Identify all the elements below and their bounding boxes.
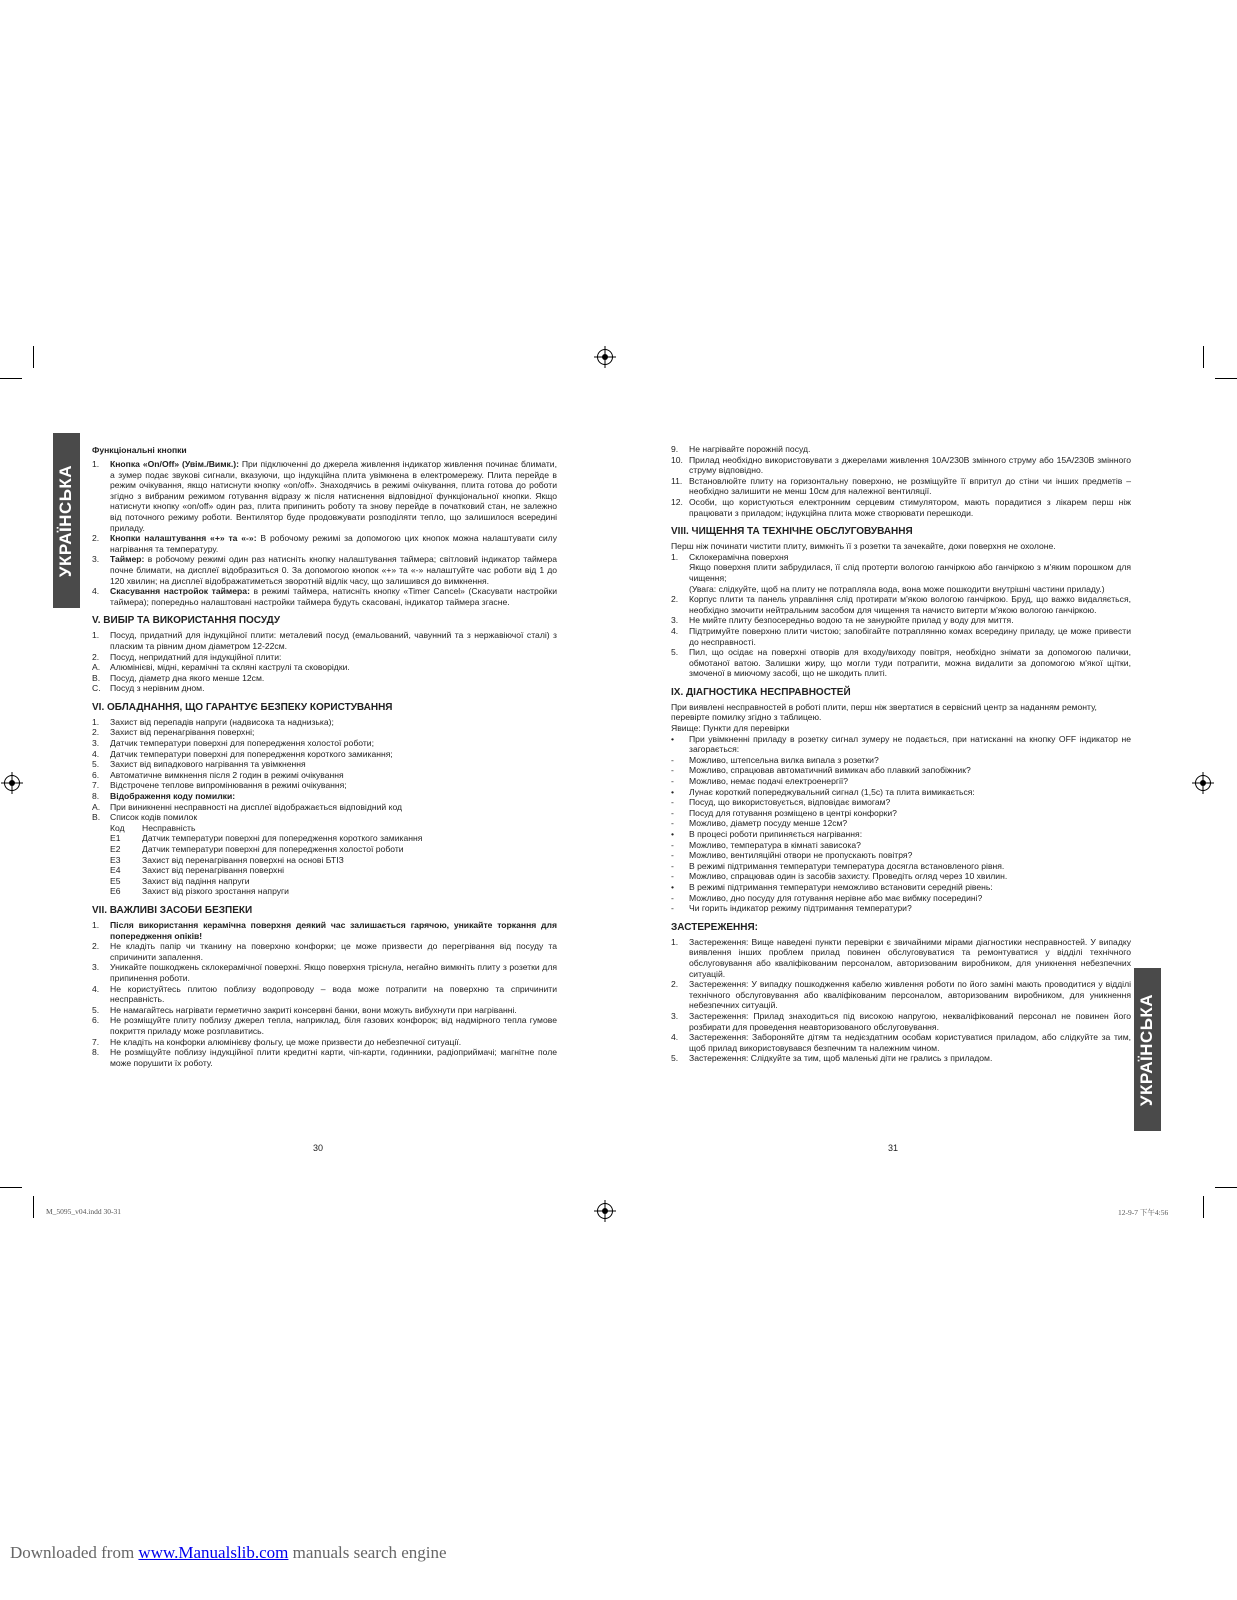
error-codes-header: Код Несправність	[110, 822, 196, 833]
list-item: 5. Захист від випадкового нагрівання та увімкнення	[92, 759, 306, 770]
list-item: 5. Застереження: Слідкуйте за тим, щоб маленькі діти не грались з приладом.	[671, 1053, 993, 1064]
error-code-row: E1 Датчик температури поверхні для попередження короткого замикання	[110, 833, 423, 844]
section-vi-list	[92, 717, 557, 791]
registration-mark-icon	[597, 349, 613, 365]
list-item: 6. Не розміщуйте плиту поблизу джерел тепла, наприклад, біля газових конфорок; від надмірного тепла гумове покриття приладу може розплавитись.	[92, 1015, 557, 1036]
list-item: 7. Не кладіть на конфорки алюмінієву фольгу, це може призвести до небезпечної ситуації.	[92, 1036, 462, 1047]
list-item: - Посуд для готування розміщено в центрі конфорки?	[671, 807, 897, 818]
list-item: B. Посуд, діаметр дна якого менше 12см.	[92, 672, 265, 683]
list-item: 3. Таймер: в робочому режимі один раз натисніть кнопку налаштування таймера; світловий індикатор таймера почне блимати, на дисплеї відобразиться 0. За допомогою кнопок «+» та «-» налаштуйте час роботи від 1 до 120 хвилин; на дисплеї відображатиметься зворотній відлік часу, що залишився до вимкнення.	[92, 554, 557, 586]
registration-mark-icon	[597, 1203, 613, 1219]
section-viii-list	[671, 594, 1131, 679]
list-item: - Можливо, спрацював один із засобів захисту. Проведіть огляд через 10 хвилин.	[671, 871, 1008, 882]
warnings-heading: ЗАСТЕРЕЖЕННЯ:	[671, 921, 758, 933]
section-ix-heading: IX. ДІАГНОСТИКА НЕСПРАВНОСТЕЙ	[671, 686, 851, 698]
date-slug: 12-9-7 下午4:56	[1118, 1208, 1169, 1217]
list-item: 5. Не намагайтесь нагрівати герметично закриті консервні банки, вони можуть вибухнути при нагріванні.	[92, 1004, 517, 1015]
section-ix-intro: перевірте помилку згідно з таблицею.	[671, 712, 822, 723]
list-item: - Чи горить індикатор режиму підтримання температури?	[671, 903, 912, 914]
warnings-list	[671, 937, 1131, 1064]
section-ix-intro: При виявлені несправностей в роботі плити, перш ніж звертатися в сервісний центр за наданням ремонту,	[671, 701, 1097, 712]
section-ix-list	[671, 734, 1131, 914]
list-item: 12. Особи, що користуються електронним серцевим стимулятором, мають порадитися з лікарем перш ніж працювати з приладом; індукційна плита може створювати перешкоди.	[671, 496, 1131, 518]
error-code-row: E2 Датчик температури поверхні для попередження холостої роботи	[110, 844, 404, 854]
list-item: - Можливо, дно посуду для готування нерівне або має вибмку посередині?	[671, 892, 983, 903]
list-item: 2. Кнопки налаштування «+» та «-»: В робочому режимі за допомогою цих кнопок можна налаштувати силу нагрівання та температуру.	[92, 533, 557, 554]
list-item: • Лунає короткий попереджувальний сигнал (1,5с) та плита вимикається:	[671, 786, 975, 797]
registration-mark-icon	[4, 775, 20, 791]
crop-mark	[1215, 378, 1237, 379]
section-vii-continued-list	[671, 444, 1131, 518]
list-item: 3. Уникайте пошкоджень склокерамічної поверхні. Якщо поверхня тріснула, негайно вимкніть плиту з розетки для припинення роботи.	[92, 962, 557, 983]
list-item: 4. Датчик температури поверхні для попередження короткого замикання;	[92, 748, 393, 759]
error-code-row: E5 Захист від падіння напруги	[110, 875, 250, 886]
section-vi-heading: VI. ОБЛАДНАННЯ, ЩО ГАРАНТУЄ БЕЗПЕКУ КОРИСТУВАННЯ	[92, 701, 393, 713]
list-item: - Можливо, вентиляційні отвори не пропускають повітря?	[671, 850, 913, 861]
section-v-list	[92, 630, 557, 694]
list-item: • При увімкненні приладу в розетку сигнал зумеру не подається, при натисканні на кнопку OFF індикатор не загорається:	[671, 733, 1131, 755]
registration-mark-icon	[1195, 775, 1211, 791]
list-item: • В процесі роботи припиняється нагрівання:	[671, 829, 863, 839]
list-item: 2. Захист від перенагрівання поверхні;	[92, 727, 255, 738]
list-item-detail: (Увага: слідкуйте, щоб на плиту не потрапляла вода, вона може пошкодити внутрішні частини приладу.)	[689, 583, 1105, 594]
crop-mark	[1203, 346, 1204, 368]
list-item: 4. Застереження: Забороняйте дітям та недієздатним особам користуватися приладом, або слідкуйте за тим, щоб прилад використовувався безпечним та належним чином.	[671, 1032, 1131, 1053]
crop-mark	[1203, 1196, 1204, 1218]
section-vii-list	[92, 941, 557, 1068]
language-tab-label: УКРАЇНСЬКА	[56, 464, 76, 577]
list-item-detail: Якщо поверхня плити забрудилася, її слід протерти вологою ганчіркою або ганчіркою з м'яким порошком для чищення;	[689, 562, 1131, 583]
list-item: 9. Не нагрівайте порожній посуд.	[671, 444, 811, 454]
list-item: A. При виникненні несправності на дисплеї відображається відповідний код	[92, 801, 403, 812]
language-tab-left	[53, 433, 80, 608]
list-item: C. Посуд з нерівним дном.	[92, 683, 205, 694]
list-item: 8. Не розміщуйте поблизу індукційної плити кредитні карти, чіп-карти, годинники, радіоприймачі; магнітне поле може порушити їх роботу.	[92, 1047, 557, 1068]
section-v-heading: V. ВИБІР ТА ВИКОРИСТАННЯ ПОСУДУ	[92, 615, 281, 627]
download-footer: Downloaded from www.Manualslib.com manuals search engine	[10, 1543, 447, 1562]
list-item: 2. Посуд, непридатний для індукційної плити:	[92, 651, 282, 662]
section-vii-heading: VII. ВАЖЛИВІ ЗАСОБИ БЕЗПЕКИ	[92, 904, 253, 916]
crop-mark	[1215, 1187, 1237, 1188]
page-number-left: 30	[313, 1143, 324, 1153]
list-item: 1. Кнопка «On/Off» (Увім./Вимк.): При підключенні до джерела живлення індикатор живлення починає блимати, а зумер подає звукові сигнали, вказуючи, що індукційна плита увімкнена в електромережу. Плита перейде в режим очікування, якщо натиснути кнопку «on/off». Знаходячись в режимі очікування, плита готова до роботи згідно з вибраним режимом готування відразу ж після натиснення відповідної функціональної кнопки. Якщо натиснути кнопку «on/off» один раз, плита припинить роботу та знову перейде в початковий стан, не залежно від поточного режиму роботи. Вентилятор буде продовжувати розподіляти тепло, що залишилося всередині приладу.	[92, 459, 557, 533]
page-number-right: 31	[888, 1143, 899, 1153]
list-item: - В режимі підтримання температури температура досягла встановленого рівня.	[671, 860, 1005, 871]
functional-buttons-list	[92, 459, 557, 607]
list-item: 1. Посуд, придатний для індукційної плити: металевий посуд (емальований, чавунний та з нержавіючої сталі) з пласким та рівним дном діаметром 12-22см.	[92, 630, 557, 651]
functional-buttons-heading: Функціональні кнопки	[92, 445, 187, 455]
list-item: - Можливо, немає подачі електроенергії?	[671, 776, 849, 787]
list-item: 3. Застереження: Прилад знаходиться під високою напругою, некваліфікований персонал не повинен його розбирати для проведення неавторизованого обслуговування.	[671, 1010, 1131, 1032]
manualslib-link[interactable]: www.Manualslib.com	[138, 1543, 289, 1562]
list-item: 6. Автоматичне вимкнення після 2 годин в режимі очікування	[92, 769, 344, 780]
list-item: 1. Склокерамічна поверхня	[671, 551, 789, 562]
error-code-row: E3 Захист від перенагрівання поверхні на основі БТІЗ	[110, 854, 344, 865]
list-item: 2. Корпус плити та панель управління слід протирати м'якою вологою ганчіркою. Бруд, що важко видаляється, необхідно змочити нейтральним засобом для чищення та начисто витерти м'якою вологою ганчіркою.	[671, 594, 1131, 615]
section-ix-intro: Явище: Пункти для перевірки	[671, 723, 790, 734]
error-codes-table	[92, 823, 557, 897]
list-item: 4. Підтримуйте поверхню плити чистою; запобігайте потраплянню комах всередину приладу, це може привести до несправності.	[671, 625, 1131, 647]
crop-mark	[0, 378, 22, 379]
crop-mark	[33, 1196, 34, 1218]
list-item: 11. Встановлюйте плиту на горизонтальну поверхню, не розміщуйте її впритул до стіни чи інших предметів – необхідно залишити не менш 10см для належної вентиляції.	[671, 475, 1131, 497]
list-item: 4. Не користуйтесь плитою поблизу водопроводу – вода може потрапити на поверхню та спричинити несправність.	[92, 983, 557, 1005]
list-item: 3. Не мийте плиту безпосередньо водою та не занурюйте прилад у воду для миття.	[671, 615, 1014, 626]
list-item: 10. Прилад необхідно використовувати з джерелами живлення 10A/230В змінного струму або 15A/230В змінного струму відповідно.	[671, 454, 1131, 476]
left-page-column	[92, 444, 557, 1068]
list-item: B. Список кодів помилок	[92, 812, 198, 823]
crop-mark	[0, 1187, 22, 1188]
list-item: 2. Не кладіть папір чи тканину на поверхню конфорки; це може призвести до перегрівання від посуду та спричинити запалення.	[92, 941, 557, 962]
list-item: 5. Пил, що осідає на поверхні отворів для входу/виходу повітря, необхідно знімати за допомогою палички, обмотаної ватою. Залишки жиру, що могли туди потрапити, можна видалити за допомогою м'якої щітки, змоченої в миючому засобі, що не шкодить плиті.	[671, 647, 1131, 679]
list-item: 7. Відстрочене теплове випромінювання в режимі очікування;	[92, 780, 347, 791]
language-tab-right	[1134, 968, 1161, 1131]
crop-mark	[33, 346, 34, 368]
list-item: 3. Датчик температури поверхні для попередження холостої роботи;	[92, 738, 374, 749]
list-item: - Можливо, спрацював автоматичний вимикач або плавкий запобіжник?	[671, 765, 971, 776]
list-item: - Можливо, діаметр посуду менше 12см?	[671, 818, 848, 829]
file-slug: M_5095_v04.indd 30-31	[46, 1207, 121, 1216]
section-viii-heading: VIII. ЧИЩЕННЯ ТА ТЕХНІЧНЕ ОБСЛУГОВУВАННЯ	[671, 526, 913, 538]
list-item: - Можливо, штепсельна вилка випала з розетки?	[671, 754, 879, 765]
error-code-row: E6 Захист від різкого зростання напруги	[110, 886, 289, 897]
list-item: A. Алюмінієві, мідні, керамічні та скляні каструлі та сковорідки.	[92, 662, 350, 673]
list-item: • В режимі підтримання температури неможливо встановити середній рівень:	[671, 881, 993, 892]
error-code-row: E4 Захист від перенагрівання поверхні	[110, 865, 285, 876]
language-tab-label: УКРАЇНСЬКА	[1137, 993, 1157, 1106]
list-item: - Посуд, що використовується, відповідає вимогам?	[671, 797, 891, 808]
list-item: 8. Відображення коду помилки:	[92, 791, 236, 802]
list-item: 1. Застереження: Вище наведені пункти перевірки є звичайними мірами діагностики несправностей. У випадку виявлення інших проблем прилад повинен обслуговуватися та ремонтуватися у відділі технічного обслуговування або кваліфікованим персоналом, авторизованим виробником, для уникнення небезпечних ситуацій.	[671, 936, 1131, 979]
list-item: 4. Скасування настройок таймера: в режимі таймера, натисніть кнопку «Timer Cancel» (Скасувати настройки таймера); попередньо налаштовані настройки таймера будуть скасовані, індикатор таймера згасне.	[92, 586, 557, 607]
right-page-column	[671, 444, 1131, 1064]
list-item: - Можливо, температура в кімнаті зависока?	[671, 839, 861, 850]
list-item: 1. Захист від перепадів напруги (надвисока та наднизька);	[92, 716, 334, 727]
list-item: 1. Після використання керамічна поверхня деякий час залишається гарячою, уникайте торкання для попередження опіків!	[92, 919, 557, 941]
list-item: 2. Застереження: У випадку пошкодження кабелю живлення роботи по його заміні мають проводитися у відділі технічного обслуговування або кваліфікованим персоналом, авторизованим виробником, для уникнення небезпечних ситуацій.	[671, 979, 1131, 1011]
section-viii-intro: Перш ніж починати чистити плиту, вимкніть її з розетки та зачекайте, доки поверхня не охолоне.	[671, 541, 1056, 552]
